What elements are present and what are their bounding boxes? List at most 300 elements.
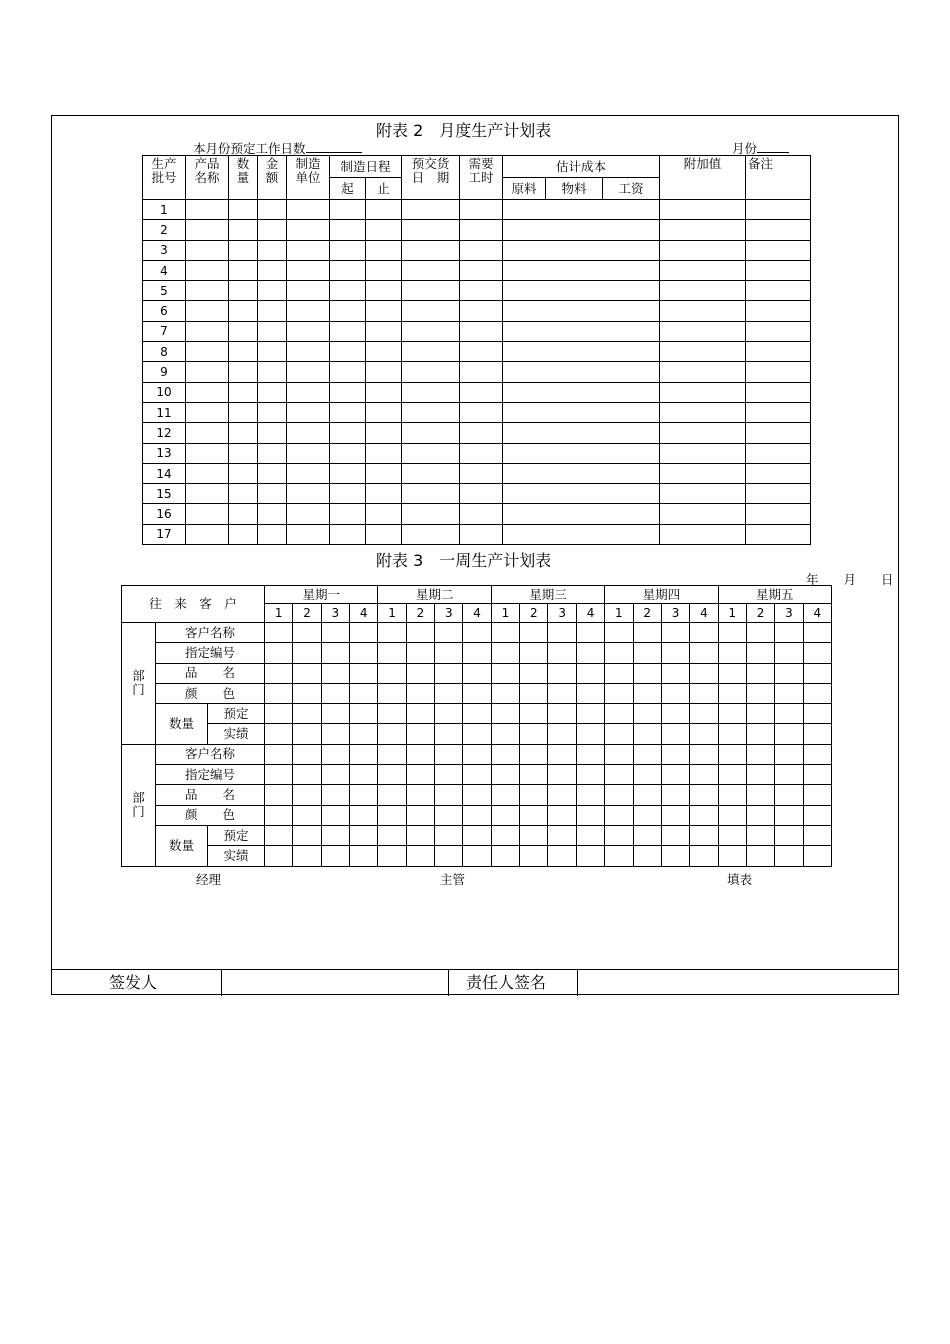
- table-cell: [576, 683, 604, 703]
- slot-header: 1: [605, 604, 633, 623]
- table-cell: [186, 463, 229, 483]
- table-cell: [463, 704, 491, 724]
- footer-divider-3: [577, 970, 578, 996]
- header-hours: 需要 工时: [460, 156, 503, 200]
- workdays-label: 本月份预定工作日数: [193, 139, 362, 157]
- table-cell: [775, 825, 803, 845]
- table-cell: [350, 744, 378, 764]
- table-cell: [186, 524, 229, 544]
- table-cell: [460, 281, 503, 301]
- table-cell: [402, 362, 460, 382]
- table-cell: [460, 220, 503, 240]
- table-cell: [520, 744, 548, 764]
- monthly-title: 附表 2 月度生产计划表: [376, 121, 552, 140]
- monthly-row: [143, 443, 811, 463]
- table-cell: [690, 663, 718, 683]
- table-cell: [287, 200, 330, 220]
- table-cell: [435, 704, 463, 724]
- table-cell: [463, 724, 491, 744]
- table-cell: [690, 805, 718, 825]
- slot-header: 1: [265, 604, 293, 623]
- table-cell: [406, 683, 434, 703]
- table-cell: [746, 504, 811, 524]
- table-cell: [660, 362, 746, 382]
- weekly-row: [122, 744, 832, 764]
- day-header: 星期二: [378, 586, 491, 604]
- table-cell: [321, 683, 349, 703]
- table-cell: [503, 402, 660, 422]
- table-cell: [576, 765, 604, 785]
- table-cell: [258, 281, 287, 301]
- monthly-row: [143, 423, 811, 443]
- table-cell: [229, 200, 258, 220]
- table-cell: [803, 623, 831, 643]
- table-cell: [287, 443, 330, 463]
- table-cell: [503, 463, 660, 483]
- table-cell: [605, 663, 633, 683]
- table-cell: [406, 704, 434, 724]
- table-cell: [258, 321, 287, 341]
- dept-char: 门: [132, 804, 145, 820]
- table-cell: [321, 805, 349, 825]
- table-cell: [186, 484, 229, 504]
- table-cell: [660, 423, 746, 443]
- table-cell: [350, 846, 378, 866]
- slot-header: 1: [491, 604, 519, 623]
- table-cell: [186, 321, 229, 341]
- table-cell: [491, 765, 519, 785]
- weekly-row: [122, 663, 832, 683]
- weekly-row: [122, 704, 832, 724]
- table-cell: [548, 643, 576, 663]
- table-cell: [746, 260, 811, 280]
- table-cell: [460, 301, 503, 321]
- table-cell: [491, 805, 519, 825]
- table-cell: [366, 260, 402, 280]
- table-cell: [350, 643, 378, 663]
- slot-header: 2: [520, 604, 548, 623]
- header-raw: 原料: [503, 178, 546, 200]
- monthly-row: [143, 240, 811, 260]
- table-cell: [321, 744, 349, 764]
- table-cell: [460, 362, 503, 382]
- table-cell: [661, 846, 689, 866]
- table-cell: [366, 362, 402, 382]
- table-cell: [718, 744, 746, 764]
- row-number: 8: [143, 342, 186, 362]
- table-cell: [293, 683, 321, 703]
- table-cell: [350, 623, 378, 643]
- table-cell: [503, 321, 660, 341]
- table-cell: [287, 260, 330, 280]
- table-cell: [718, 846, 746, 866]
- table-cell: [746, 342, 811, 362]
- table-cell: [265, 683, 293, 703]
- monthly-row: [143, 463, 811, 483]
- table-cell: [287, 301, 330, 321]
- table-cell: [293, 744, 321, 764]
- table-cell: [258, 402, 287, 422]
- table-cell: [366, 321, 402, 341]
- table-cell: [330, 220, 366, 240]
- table-cell: [746, 683, 774, 703]
- table-cell: [265, 623, 293, 643]
- table-cell: [287, 240, 330, 260]
- weekly-title: 附表 3 一周生产计划表: [376, 551, 552, 570]
- table-cell: [746, 443, 811, 463]
- table-cell: [258, 301, 287, 321]
- monthly-row: [143, 402, 811, 422]
- table-cell: [406, 805, 434, 825]
- weekly-row: [122, 765, 832, 785]
- table-cell: [186, 504, 229, 524]
- table-cell: [229, 463, 258, 483]
- dept-char: 部: [132, 790, 145, 806]
- table-cell: [463, 846, 491, 866]
- item-label: 客户名称: [156, 623, 265, 643]
- table-cell: [406, 785, 434, 805]
- table-cell: [746, 220, 811, 240]
- table-cell: [775, 663, 803, 683]
- table-cell: [402, 402, 460, 422]
- table-cell: [775, 765, 803, 785]
- header-start: 起: [330, 178, 366, 200]
- table-cell: [366, 200, 402, 220]
- table-cell: [460, 240, 503, 260]
- table-cell: [378, 623, 406, 643]
- table-cell: [548, 785, 576, 805]
- month-blank: [757, 140, 789, 153]
- row-number: 15: [143, 484, 186, 504]
- table-cell: [718, 704, 746, 724]
- monthly-row: [143, 484, 811, 504]
- table-cell: [775, 724, 803, 744]
- table-cell: [435, 683, 463, 703]
- header-unit: 制造 单位: [287, 156, 330, 200]
- header-batch: 生产 批号: [143, 156, 186, 200]
- table-cell: [229, 484, 258, 504]
- table-cell: [258, 463, 287, 483]
- table-cell: [690, 825, 718, 845]
- table-cell: [503, 240, 660, 260]
- slot-header: 2: [293, 604, 321, 623]
- table-cell: [746, 402, 811, 422]
- table-cell: [576, 663, 604, 683]
- table-cell: [265, 663, 293, 683]
- table-cell: [520, 785, 548, 805]
- table-cell: [491, 825, 519, 845]
- table-cell: [378, 785, 406, 805]
- table-cell: [293, 663, 321, 683]
- table-cell: [258, 504, 287, 524]
- table-cell: [690, 785, 718, 805]
- table-cell: [520, 663, 548, 683]
- table-cell: [287, 423, 330, 443]
- table-cell: [330, 362, 366, 382]
- table-cell: [633, 623, 661, 643]
- table-cell: [258, 382, 287, 402]
- table-cell: [605, 623, 633, 643]
- table-cell: [661, 623, 689, 643]
- table-cell: [660, 484, 746, 504]
- table-cell: [366, 423, 402, 443]
- table-cell: [378, 805, 406, 825]
- table-cell: [435, 785, 463, 805]
- monthly-row: [143, 281, 811, 301]
- table-cell: [460, 423, 503, 443]
- table-cell: [186, 281, 229, 301]
- table-cell: [718, 643, 746, 663]
- table-cell: [321, 765, 349, 785]
- table-cell: [229, 240, 258, 260]
- table-cell: [803, 846, 831, 866]
- table-cell: [576, 643, 604, 663]
- table-cell: [350, 704, 378, 724]
- table-cell: [605, 643, 633, 663]
- table-cell: [406, 744, 434, 764]
- weekly-row: [122, 724, 832, 744]
- table-cell: [186, 382, 229, 402]
- dept-label: [122, 744, 156, 866]
- table-cell: [548, 704, 576, 724]
- table-cell: [503, 281, 660, 301]
- month-label: 月份: [732, 139, 789, 157]
- table-cell: [661, 724, 689, 744]
- table-cell: [229, 443, 258, 463]
- table-cell: [491, 663, 519, 683]
- table-cell: [803, 765, 831, 785]
- table-cell: [402, 200, 460, 220]
- row-number: 10: [143, 382, 186, 402]
- table-cell: [633, 643, 661, 663]
- table-cell: [287, 382, 330, 402]
- table-cell: [746, 744, 774, 764]
- table-cell: [491, 785, 519, 805]
- monthly-row: [143, 220, 811, 240]
- table-cell: [406, 623, 434, 643]
- table-cell: [265, 765, 293, 785]
- table-cell: [229, 281, 258, 301]
- table-cell: [258, 443, 287, 463]
- slot-header: 3: [661, 604, 689, 623]
- day-header: 星期一: [265, 586, 378, 604]
- table-cell: [366, 382, 402, 402]
- table-cell: [690, 765, 718, 785]
- table-cell: [287, 484, 330, 504]
- table-cell: [258, 200, 287, 220]
- table-cell: [330, 301, 366, 321]
- table-cell: [258, 342, 287, 362]
- table-cell: [690, 744, 718, 764]
- table-cell: [503, 484, 660, 504]
- table-cell: [503, 301, 660, 321]
- table-cell: [520, 643, 548, 663]
- table-cell: [576, 846, 604, 866]
- table-cell: [548, 683, 576, 703]
- table-cell: [287, 321, 330, 341]
- table-cell: [775, 704, 803, 724]
- table-cell: [229, 321, 258, 341]
- table-cell: [293, 805, 321, 825]
- table-cell: [186, 260, 229, 280]
- dept-char: 门: [132, 682, 145, 698]
- table-cell: [229, 382, 258, 402]
- table-cell: [435, 744, 463, 764]
- table-cell: [660, 281, 746, 301]
- table-cell: [661, 683, 689, 703]
- table-cell: [633, 785, 661, 805]
- table-cell: [803, 704, 831, 724]
- table-cell: [690, 724, 718, 744]
- header-amount: 金 额: [258, 156, 287, 200]
- table-cell: [435, 623, 463, 643]
- table-cell: [258, 260, 287, 280]
- table-cell: [402, 240, 460, 260]
- weekly-date-label: 年 月 日: [806, 572, 894, 587]
- weekly-row: [122, 785, 832, 805]
- table-cell: [746, 805, 774, 825]
- table-cell: [605, 724, 633, 744]
- table-cell: [293, 825, 321, 845]
- table-cell: [746, 663, 774, 683]
- client-header: 往 来 客 户: [122, 586, 265, 623]
- table-cell: [633, 825, 661, 845]
- table-cell: [503, 382, 660, 402]
- table-cell: [402, 382, 460, 402]
- slot-header: 4: [803, 604, 831, 623]
- table-cell: [460, 260, 503, 280]
- table-cell: [186, 423, 229, 443]
- table-cell: [605, 683, 633, 703]
- table-cell: [330, 443, 366, 463]
- table-cell: [435, 846, 463, 866]
- table-cell: [406, 643, 434, 663]
- monthly-row: [143, 504, 811, 524]
- table-cell: [605, 805, 633, 825]
- item-label: 指定编号: [156, 765, 265, 785]
- signature-manager: 经理: [196, 872, 222, 887]
- table-cell: [350, 724, 378, 744]
- monthly-row: [143, 321, 811, 341]
- table-cell: [746, 423, 811, 443]
- table-cell: [576, 724, 604, 744]
- item-label: 品 名: [156, 663, 265, 683]
- table-cell: [435, 643, 463, 663]
- table-cell: [491, 724, 519, 744]
- header-qty: 数 量: [229, 156, 258, 200]
- monthly-row: [143, 362, 811, 382]
- table-cell: [435, 825, 463, 845]
- table-cell: [460, 443, 503, 463]
- table-cell: [548, 724, 576, 744]
- row-number: 3: [143, 240, 186, 260]
- table-cell: [229, 423, 258, 443]
- table-cell: [463, 643, 491, 663]
- table-cell: [775, 683, 803, 703]
- table-cell: [463, 683, 491, 703]
- table-cell: [350, 805, 378, 825]
- table-cell: [746, 643, 774, 663]
- qty-label: 数量: [156, 825, 208, 866]
- table-cell: [402, 281, 460, 301]
- slot-header: 2: [633, 604, 661, 623]
- table-cell: [402, 342, 460, 362]
- table-cell: [463, 825, 491, 845]
- table-cell: [378, 663, 406, 683]
- table-cell: [746, 846, 774, 866]
- table-cell: [576, 704, 604, 724]
- table-cell: [503, 260, 660, 280]
- table-cell: [520, 683, 548, 703]
- table-cell: [520, 805, 548, 825]
- table-cell: [402, 443, 460, 463]
- table-cell: [330, 402, 366, 422]
- table-cell: [229, 342, 258, 362]
- table-cell: [229, 504, 258, 524]
- table-cell: [435, 805, 463, 825]
- table-cell: [718, 623, 746, 643]
- table-cell: [746, 382, 811, 402]
- table-cell: [258, 240, 287, 260]
- table-cell: [366, 402, 402, 422]
- table-cell: [746, 785, 774, 805]
- table-cell: [548, 744, 576, 764]
- table-cell: [746, 321, 811, 341]
- table-cell: [660, 504, 746, 524]
- table-cell: [576, 805, 604, 825]
- table-cell: [229, 220, 258, 240]
- dept-label: [122, 623, 156, 745]
- table-cell: [548, 765, 576, 785]
- table-cell: [321, 846, 349, 866]
- table-cell: [321, 623, 349, 643]
- row-number: 4: [143, 260, 186, 280]
- table-cell: [287, 342, 330, 362]
- slot-header: 4: [576, 604, 604, 623]
- table-cell: [746, 524, 811, 544]
- actual-label: 实绩: [208, 846, 265, 866]
- slot-header: 4: [690, 604, 718, 623]
- table-cell: [718, 663, 746, 683]
- table-cell: [378, 825, 406, 845]
- table-cell: [460, 342, 503, 362]
- table-cell: [491, 683, 519, 703]
- table-cell: [690, 846, 718, 866]
- table-cell: [366, 342, 402, 362]
- planned-label: 预定: [208, 825, 265, 845]
- table-cell: [460, 484, 503, 504]
- table-cell: [576, 785, 604, 805]
- table-cell: [660, 220, 746, 240]
- slot-header: 4: [463, 604, 491, 623]
- table-cell: [503, 362, 660, 382]
- row-number: 2: [143, 220, 186, 240]
- table-cell: [321, 825, 349, 845]
- weekly-row: [122, 643, 832, 663]
- table-cell: [633, 663, 661, 683]
- table-cell: [463, 623, 491, 643]
- table-cell: [460, 524, 503, 544]
- monthly-table: [142, 155, 811, 545]
- table-cell: [460, 504, 503, 524]
- table-cell: [548, 825, 576, 845]
- table-cell: [605, 785, 633, 805]
- table-cell: [366, 220, 402, 240]
- table-cell: [287, 402, 330, 422]
- monthly-row: [143, 260, 811, 280]
- table-cell: [406, 724, 434, 744]
- table-cell: [265, 805, 293, 825]
